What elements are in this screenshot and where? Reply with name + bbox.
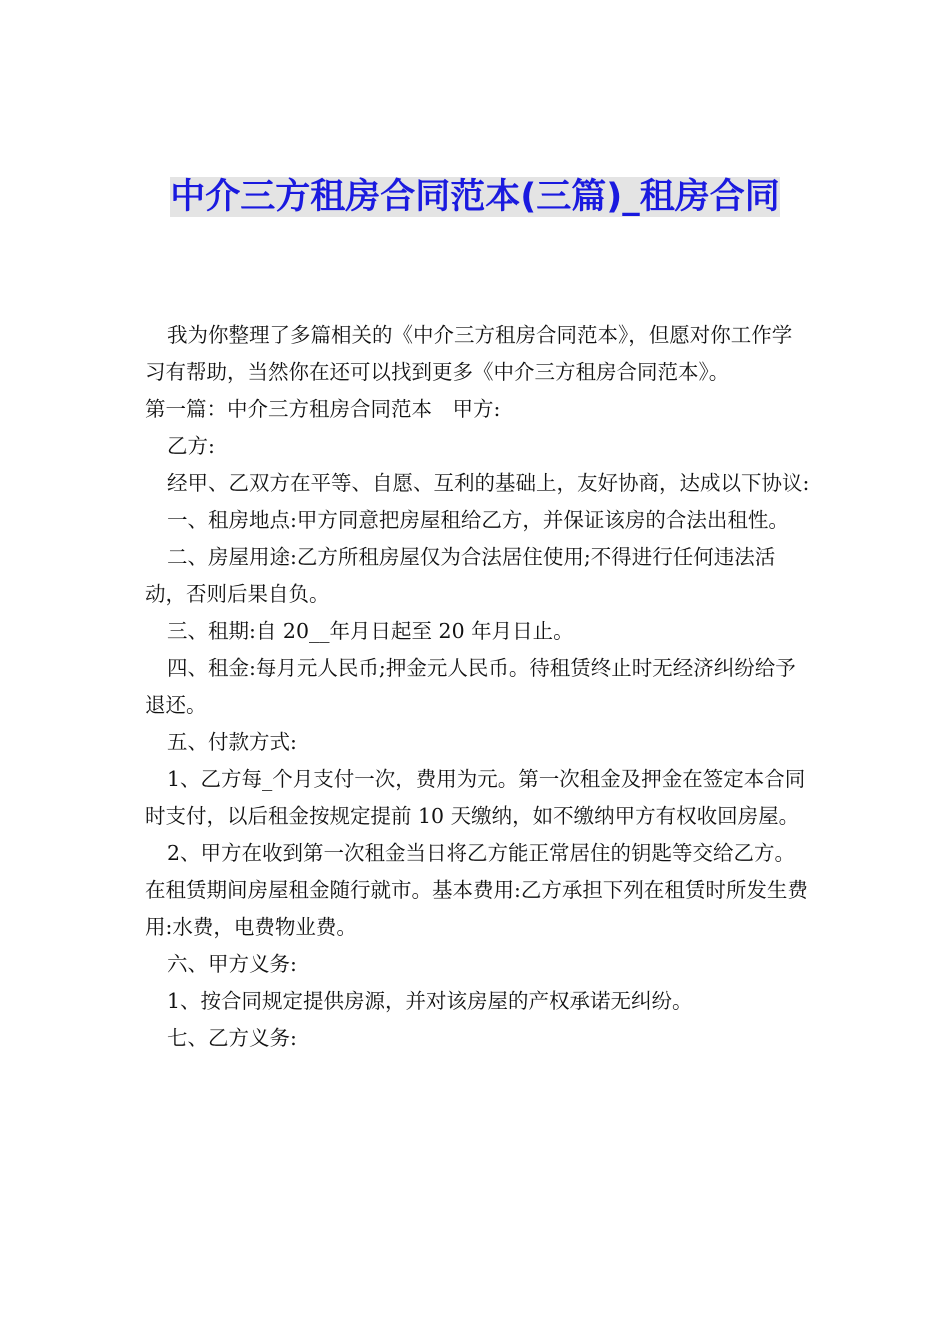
party-a-duty-1: 1、按合同规定提供房源，并对该房屋的产权承诺无纠纷。 [167, 989, 693, 1013]
clause-usage: 二、房屋用途:乙方所租房屋仅为合法居住使用;不得进行任何违法活动，否则后果自负。 [145, 545, 776, 606]
payment-item-2: 2、甲方在收到第一次租金当日将乙方能正常居住的钥匙等交给乙方。在租赁期间房屋租金随行就市。基本费用:乙方承担下列在租赁时所发生费用:水费，电费物业费。 [145, 841, 808, 939]
clause-location: 一、租房地点:甲方同意把房屋租给乙方，并保证该房的合法出租性。 [167, 508, 789, 532]
agreement-preamble: 经甲、乙双方在平等、自愿、互利的基础上，友好协商，达成以下协议: [167, 471, 810, 495]
intro-paragraph: 我为你整理了多篇相关的《中介三方租房合同范本》，但愿对你工作学习有帮助，当然你在还可以找到更多《中介三方租房合同范本》。 [145, 323, 793, 384]
document-body [145, 317, 810, 1057]
clause-party-a-duties: 六、甲方义务: [167, 952, 297, 976]
clause-rent: 四、租金:每月元人民币;押金元人民币。待租赁终止时无经济纠纷给予退还。 [145, 656, 796, 717]
clause-party-b-duties: 七、乙方义务: [167, 1026, 297, 1050]
section-heading: 第一篇：中介三方租房合同范本 甲方: [145, 397, 501, 421]
party-b-line: 乙方: [167, 434, 215, 458]
clause-term: 三、租期:自 20__年月日起至 20 年月日止。 [167, 619, 574, 643]
clause-payment: 五、付款方式: [167, 730, 297, 754]
document-title [120, 172, 830, 222]
payment-item-1: 1、乙方每_个月支付一次，费用为元。第一次租金及押金在签定本合同时支付，以后租金按规定提前 10 天缴纳，如不缴纳甲方有权收回房屋。 [145, 767, 806, 828]
document-title-text: 中介三方租房合同范本(三篇)_租房合同 [170, 177, 780, 217]
